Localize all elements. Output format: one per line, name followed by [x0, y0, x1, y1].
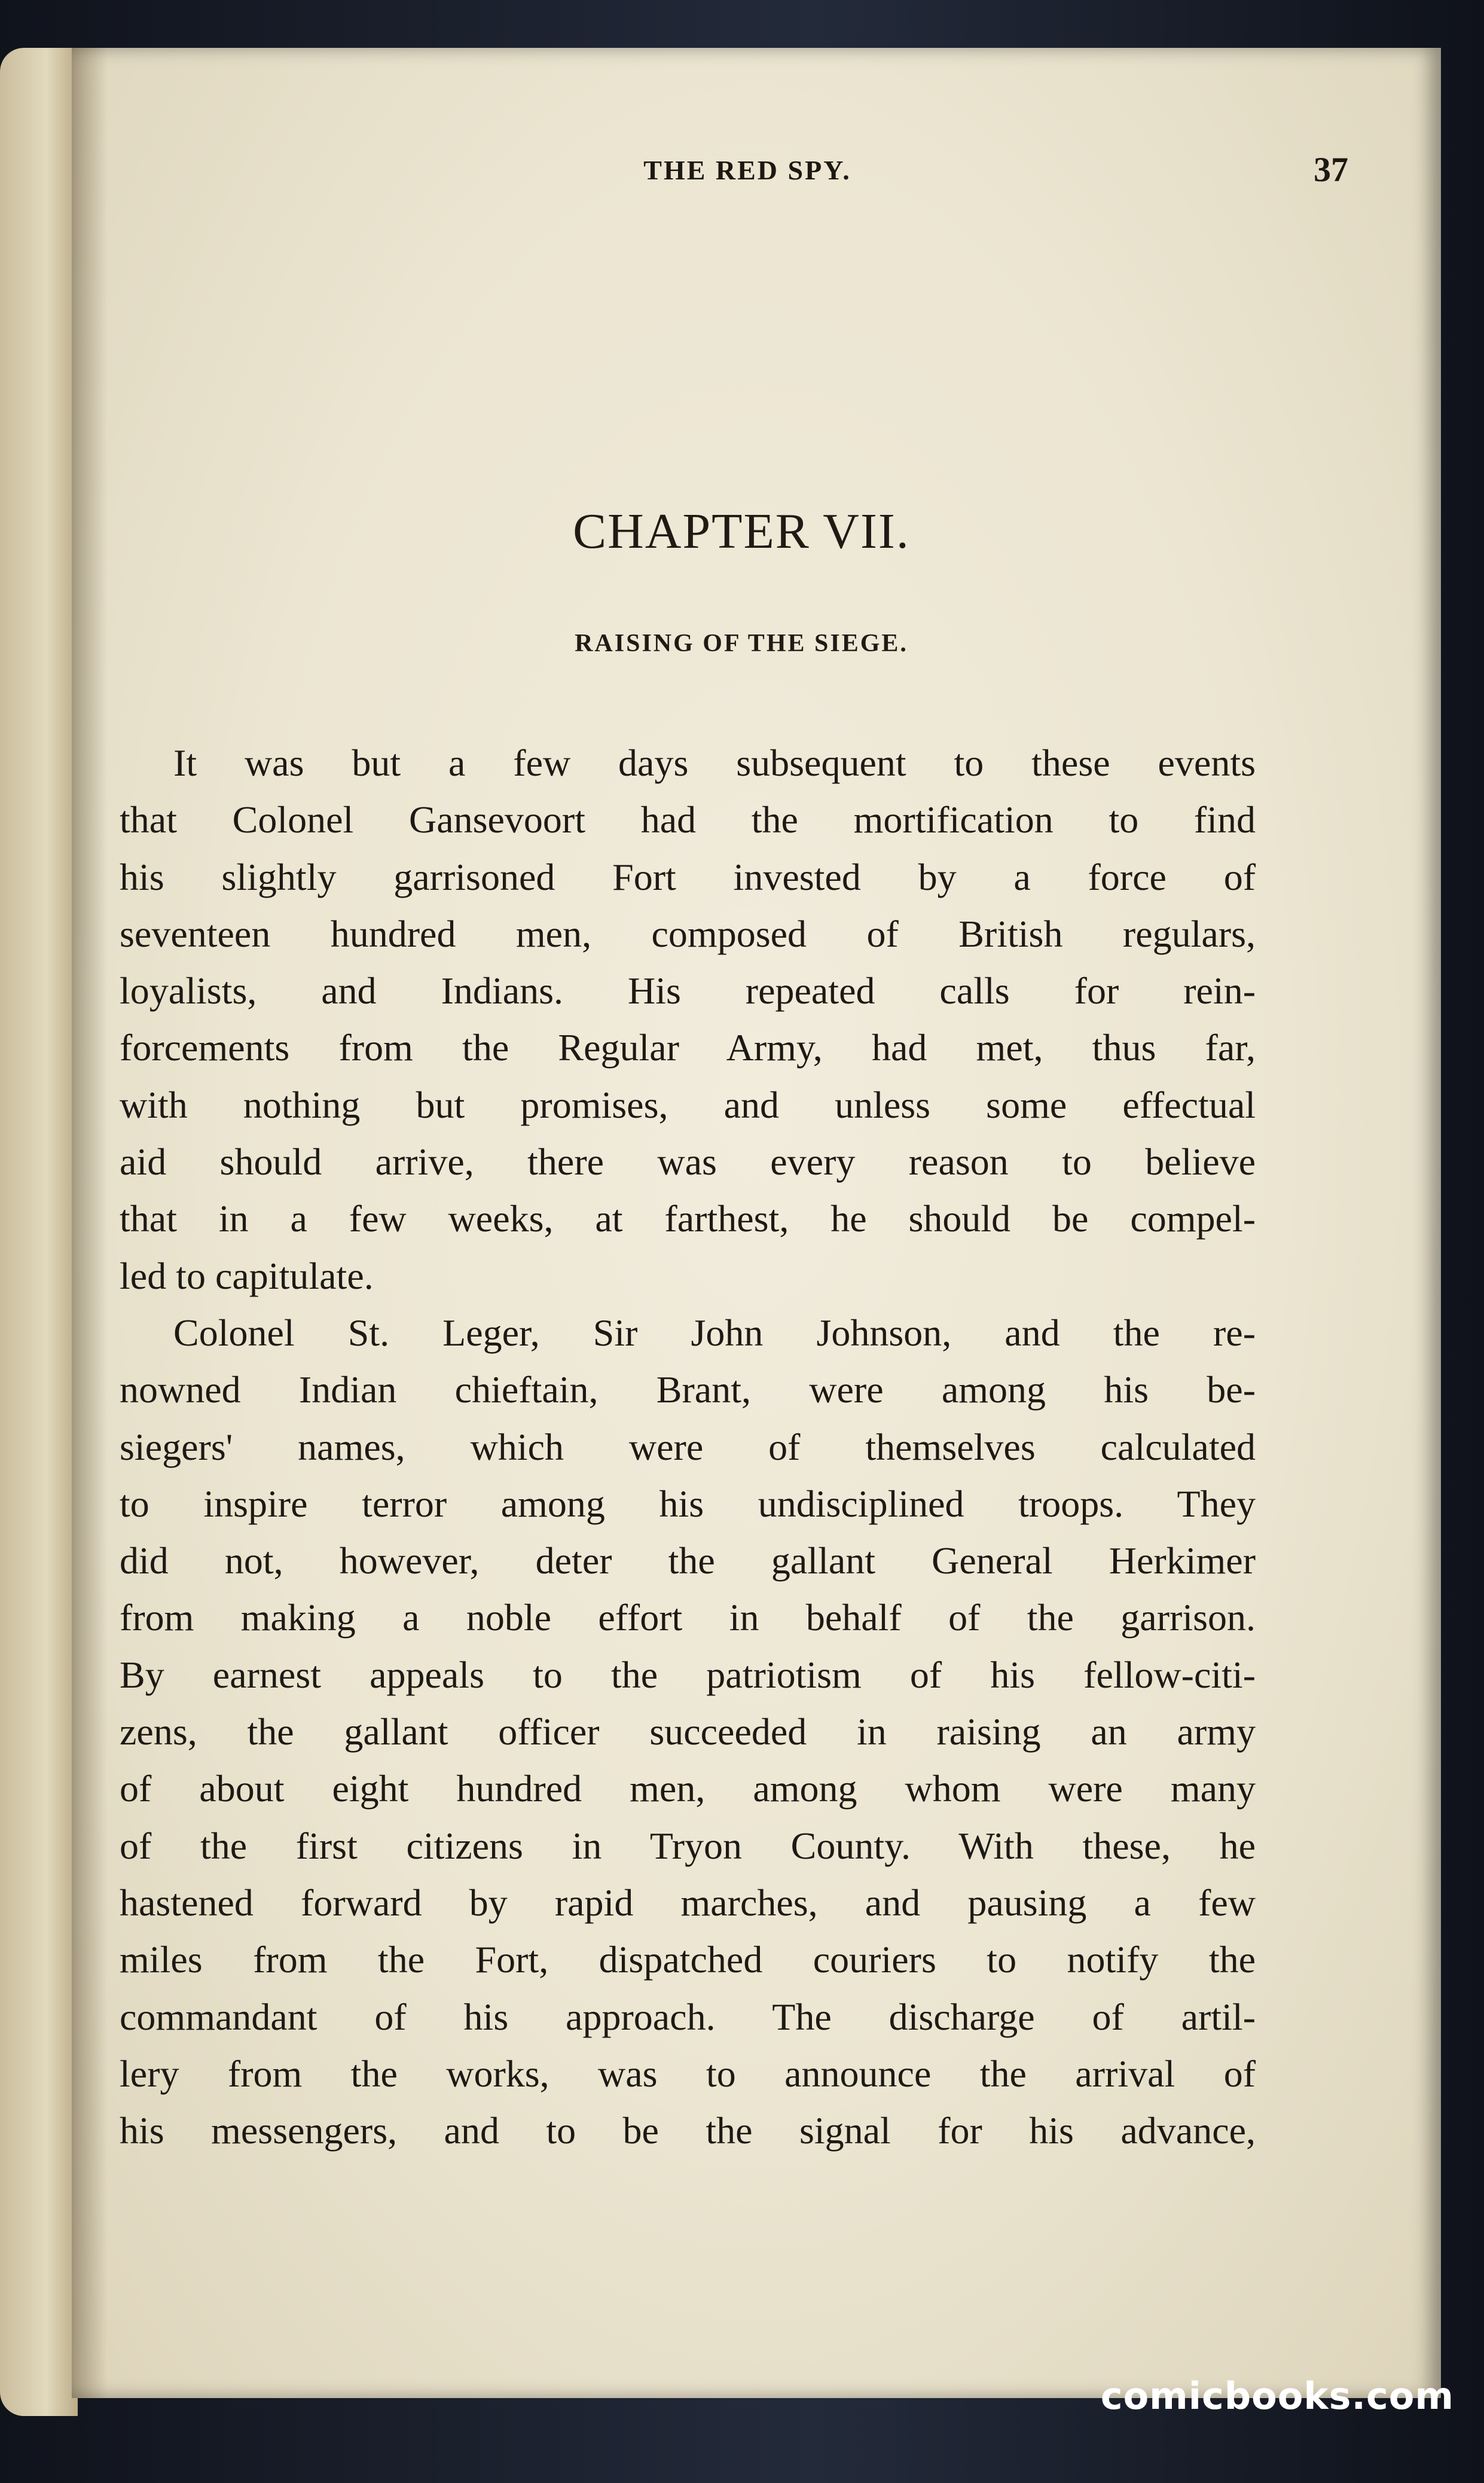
- text-line: led to capitulate.: [120, 1254, 374, 1297]
- text-line: with nothing but promises, and unless some effectual: [120, 1083, 1256, 1126]
- watermark-logo: comicbooks.com: [1100, 2374, 1454, 2418]
- text-line: miles from the Fort, dispatched couriers to notify the: [120, 1938, 1256, 1981]
- text-line: zens, the gallant officer succeeded in raising an army: [120, 1710, 1256, 1753]
- text-line: forcements from the Regular Army, had met, thus far,: [120, 1026, 1256, 1069]
- text-line: aid should arrive, there was every reason to believe: [120, 1140, 1256, 1183]
- text-line: to inspire terror among his undisciplined troops. They: [120, 1482, 1256, 1525]
- chapter-title: CHAPTER VII.: [573, 504, 910, 559]
- text-line: his messengers, and to be the signal for his advance,: [120, 2109, 1256, 2152]
- previous-page-edge: [0, 48, 78, 2416]
- text-line: that in a few weeks, at farthest, he should be compel-: [120, 1197, 1256, 1240]
- text-line: By earnest appeals to the patriotism of his fellow-citi-: [120, 1653, 1256, 1696]
- text-line: that Colonel Gansevoort had the mortification to find: [120, 798, 1256, 841]
- text-line: of the first citizens in Tryon County. With these, he: [120, 1824, 1256, 1867]
- text-line: hastened forward by rapid marches, and pausing a few: [120, 1881, 1256, 1924]
- text-line: seventeen hundred men, composed of British regulars,: [120, 912, 1256, 955]
- chapter-subtitle: RAISING OF THE SIEGE.: [575, 630, 908, 657]
- text-line: did not, however, deter the gallant General Herkimer: [120, 1539, 1256, 1582]
- text-line: lery from the works, was to announce the arrival of: [120, 2052, 1256, 2095]
- text-line: from making a noble effort in behalf of the garrison.: [120, 1596, 1256, 1639]
- text-line: nowned Indian chieftain, Brant, were among his be-: [120, 1368, 1256, 1411]
- running-title: THE RED SPY.: [643, 155, 851, 185]
- text-line: siegers' names, which were of themselves calculated: [120, 1425, 1256, 1468]
- body-text: [120, 734, 1256, 2159]
- text-line: loyalists, and Indians. His repeated calls for rein-: [120, 969, 1256, 1012]
- text-line: his slightly garrisoned Fort invested by a force of: [120, 855, 1256, 898]
- text-line: Colonel St. Leger, Sir John Johnson, and the re-: [173, 1311, 1256, 1354]
- page-gutter-shadow: [72, 48, 108, 2398]
- text-line: of about eight hundred men, among whom were many: [120, 1767, 1256, 1810]
- running-head: [179, 150, 1348, 197]
- text-line: It was but a few days subsequent to these events: [173, 742, 1256, 784]
- page-number: 37: [1314, 150, 1348, 189]
- text-line: commandant of his approach. The discharge of artil-: [120, 1995, 1256, 2038]
